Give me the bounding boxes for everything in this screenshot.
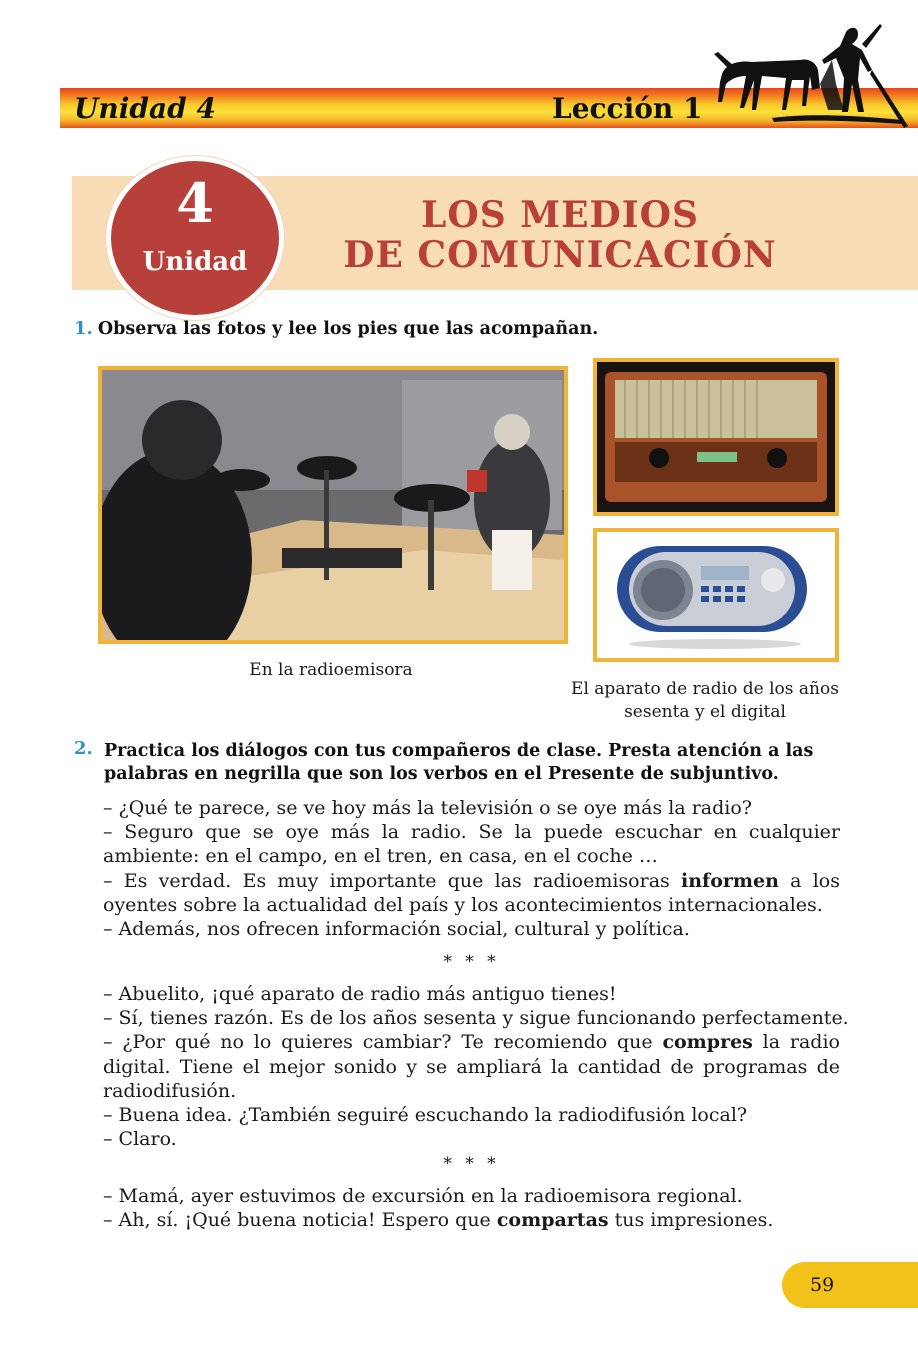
dialog-line: – Mamá, ayer estuvimos de excursión en la radioemisora regional. — [103, 1185, 743, 1207]
separator: * * * — [443, 952, 500, 972]
dialog-line: – Buena idea. ¿También seguiré escuchando la radiodifusión local? — [103, 1104, 748, 1127]
bullfighter-silhouette-image — [712, 14, 918, 140]
dialog-line: – Sí, tienes razón. Es de los años sesenta y sigue funcionando perfectamente. — [103, 1007, 849, 1030]
dialog-text: a los oyentes sobre la actualidad del país y los acontecimientos internacionales. — [103, 869, 840, 916]
dialog-line: – Además, nos ofrecen información social, cultural y política. — [103, 918, 690, 941]
separator: * * * — [443, 1154, 500, 1174]
dialog-2 — [103, 982, 849, 1151]
dialog-line: – Seguro que se oye más la radio. Se la puede escuchar en cualquier ambiente: en el campo, en el tren, en casa, en el coche … — [103, 821, 840, 868]
radios-photo-caption — [570, 678, 840, 724]
digital-radio-photo — [593, 528, 839, 662]
subjunctive-verb: compres — [662, 1031, 753, 1054]
dialog-line: – Abuelito, ¡qué aparato de radio más antiguo tienes! — [103, 983, 617, 1005]
dialog-text: – Es verdad. Es muy importante que las radioemisoras — [103, 869, 682, 892]
unit-heading: Unidad 4 — [74, 92, 216, 125]
dialog-line: – ¿Qué te parece, se ve hoy más la televisión o se oye más la radio? — [103, 797, 752, 819]
subjunctive-verb: compartas — [496, 1209, 609, 1232]
exercise-2 — [74, 738, 814, 784]
dialog-line — [103, 869, 840, 917]
dialog-text: – Ah, sí. ¡Qué buena noticia! Espero que — [103, 1209, 497, 1232]
dialog-text: tus impresiones. — [608, 1209, 774, 1232]
exercise-2-instruction: Practica los diálogos con tus compañeros de clase. Presta atención a las palabras en negrilla que son los verbos en el Presente de subjuntivo. — [104, 741, 814, 784]
exercise-2-number: 2. — [74, 738, 93, 759]
exercise-1 — [74, 318, 598, 339]
dialog-line — [103, 1030, 840, 1103]
dialog-text: – ¿Por qué no lo quieres cambiar? Te recomiendo que — [103, 1031, 663, 1054]
unit-badge — [106, 156, 284, 320]
radios-caption-line-1: El aparato de radio de los años — [571, 679, 839, 699]
unit-badge-label: Unidad — [142, 247, 248, 277]
studio-photo-caption: En la radioemisora — [249, 660, 413, 680]
lesson-heading: Lección 1 — [552, 92, 703, 125]
dialog-line — [103, 1208, 840, 1232]
vintage-radio-photo — [593, 358, 839, 516]
page-title-line-2: DE COMUNICACIÓN — [343, 234, 777, 276]
exercise-1-instruction: Observa las fotos y lee los pies que las acompañan. — [97, 319, 599, 339]
dialog-line: – Claro. — [103, 1128, 177, 1151]
dialog-text: la radio digital. Tiene el mejor sonido y se ampliará la cantidad de programas de radiodifusión. — [103, 1031, 840, 1102]
dialog-3 — [103, 1184, 840, 1232]
dialog-1 — [103, 796, 840, 941]
unit-badge-number: 4 — [176, 171, 214, 235]
page-title-line-1: LOS MEDIOS — [421, 194, 699, 236]
page-number: 59 — [810, 1274, 835, 1296]
radio-studio-photo — [98, 366, 568, 644]
radios-caption-line-2: sesenta y el digital — [624, 702, 786, 722]
exercise-1-number: 1. — [74, 318, 93, 339]
subjunctive-verb: informen — [681, 869, 779, 892]
page-number-tab — [782, 1262, 918, 1308]
